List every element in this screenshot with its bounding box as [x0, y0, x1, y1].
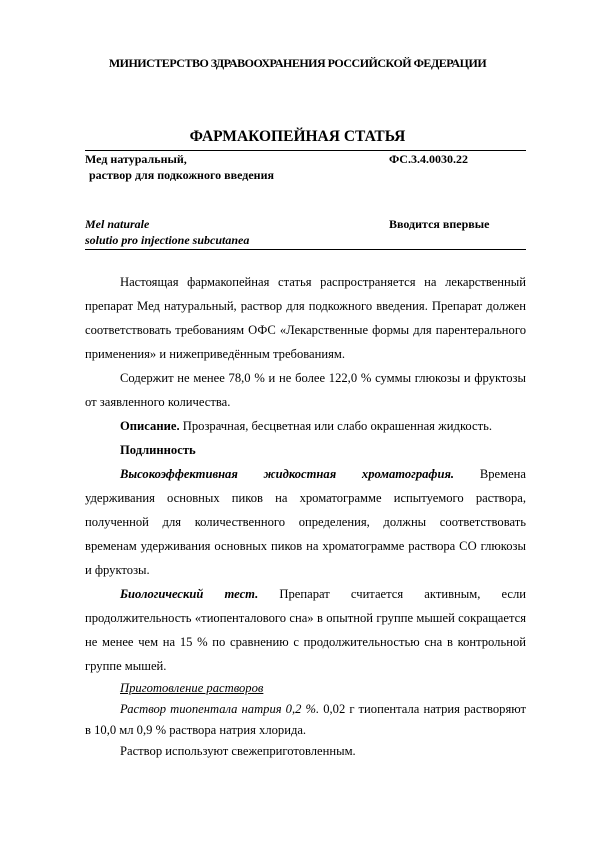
article-code: ФС.3.4.0030.22 [389, 152, 468, 166]
header-bottom-rule [85, 249, 526, 250]
prep-heading [85, 678, 526, 699]
article-body [85, 270, 526, 762]
hplc-paragraph [85, 462, 526, 582]
hplc-text: Времена удерживания основных пиков на хроматограмме испытуемого раствора, полученной для количественного определения, должны соответствовать временам удерживания основных пиков на хроматограмме раствора СО глюкозы и фруктозы. [85, 467, 527, 577]
tio-text: 0,02 г тиопентала натрия растворяют в 10,0 мл 0,9 % раствора натрия хлорида. [85, 702, 526, 737]
identity-heading: Подлинность [120, 443, 196, 457]
hplc-label: Высокоэффективная жидкостная хроматография. [120, 467, 455, 481]
article-title: ФАРМАКОПЕЙНАЯ СТАТЬЯ [189, 128, 406, 145]
drug-name-la-line2: solutio pro injectione subcutanea [85, 233, 250, 247]
header-top-rule [85, 150, 526, 151]
intro-paragraph: Настоящая фармакопейная статья распространяется на лекарственный препарат Мед натуральный, раствор для подкожного введения. Препарат должен соответствовать требованиям ОФС «Лекарственные формы для парентерального применения» и нижеприведённым требованиям. [85, 275, 526, 361]
drug-name-ru-line1: Мед натуральный, [85, 152, 187, 166]
tio-label: Раствор тиопентала натрия 0,2 %. [120, 702, 320, 716]
content-paragraph: Содержит не менее 78,0 % и не более 122,0 % суммы глюкозы и фруктозы от заявленного количества. [85, 371, 526, 409]
bio-paragraph [85, 582, 526, 678]
bio-label: Биологический тест. [120, 587, 259, 601]
drug-name-la-line1: Mel naturale [85, 217, 150, 231]
description-paragraph [85, 414, 526, 438]
ministry-title: МИНИСТЕРСТВО ЗДРАВООХРАНЕНИЯ РОССИЙСКОЙ ФЕДЕРАЦИИ [108, 56, 487, 70]
bio-text: Препарат считается активным, если продолжительность «тиопенталового сна» в опытной группе мышей сокращается не менее чем на 15 % по сравнению с продолжительностью сна в контрольной группе мышей. [85, 587, 526, 673]
description-label: Описание. [120, 419, 180, 433]
tio-paragraph [85, 699, 526, 741]
fresh-paragraph: Раствор используют свежеприготовленным. [120, 744, 356, 758]
prep-heading-text: Приготовление растворов [120, 681, 264, 695]
drug-name-ru-line2: раствор для подкожного введения [89, 168, 274, 182]
description-text: Прозрачная, бесцветная или слабо окрашенная жидкость. [179, 419, 493, 433]
article-status: Вводится впервые [389, 217, 490, 231]
